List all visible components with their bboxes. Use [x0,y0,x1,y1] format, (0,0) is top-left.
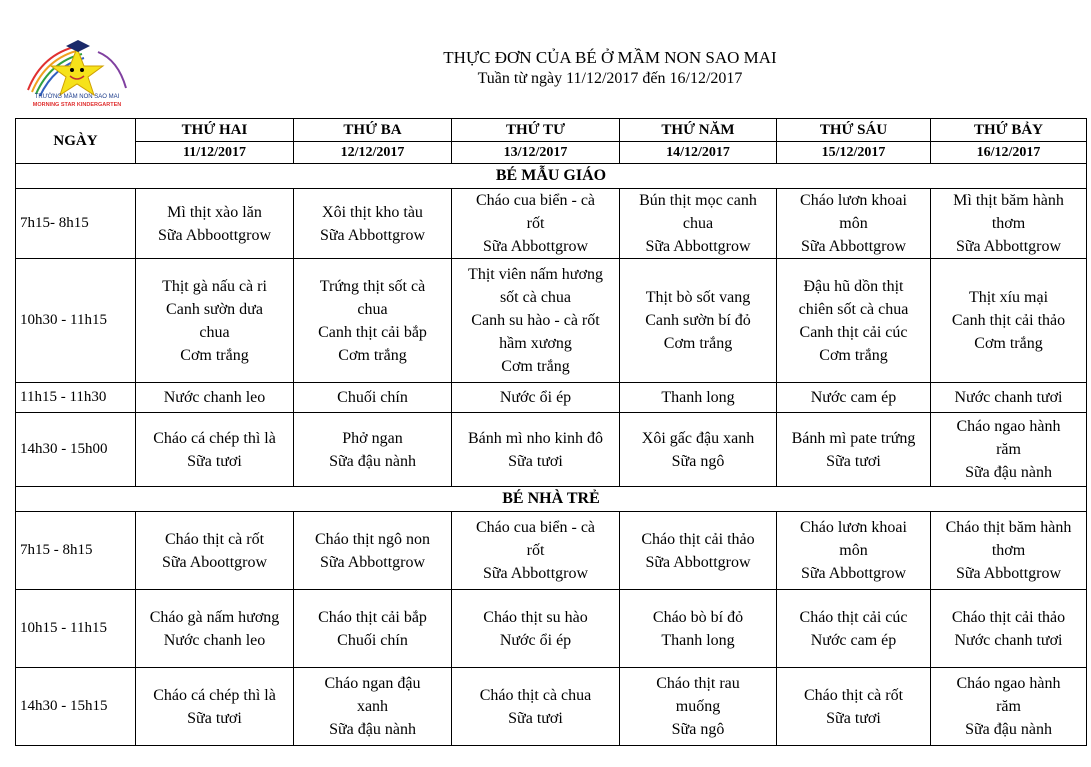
menu-cell [136,590,294,668]
menu-cell [777,383,931,413]
date-header: 11/12/2017 [136,142,294,164]
meal-time: 11h15 - 11h30 [16,383,136,413]
menu-item: Sữa đậu nành [329,721,416,738]
menu-item: Cháo thịt su hào [483,608,588,626]
menu-item: răm [996,698,1021,715]
menu-item: Cháo bò bí đỏ [652,608,744,626]
menu-cell [136,383,294,413]
menu-item: Mì thịt xào lăn [167,203,262,221]
menu-cell [452,668,620,746]
date-header: 13/12/2017 [452,142,620,164]
menu-item: Cháo ngao hành [956,418,1061,435]
menu-cell [931,383,1087,413]
menu-item: chiên sốt cà chua [798,300,909,318]
menu-item: môn [839,215,868,232]
menu-cell [136,189,294,259]
menu-item: Xôi gấc đậu xanh [641,429,755,447]
menu-item: Cháo gà nấm hương [149,608,280,626]
menu-item: Trứng thịt sốt cà [319,277,426,295]
menu-body [16,164,1087,746]
menu-cell [136,413,294,487]
menu-item: Canh thịt cải thảo [951,312,1066,329]
menu-item: rốt [526,542,545,559]
menu-cell [931,590,1087,668]
menu-item: Cơm trắng [180,346,249,364]
menu-item: Sữa Abbottgrow [800,565,907,582]
menu-item: Sữa Abbottgrow [319,226,426,244]
menu-cell [620,590,777,668]
menu-item: Cháo cá chép thì là [153,429,276,447]
menu-cell [452,590,620,668]
menu-cell [452,512,620,590]
page-subtitle: Tuần từ ngày 11/12/2017 đến 16/12/2017 [477,70,743,87]
menu-item: Phở ngan [342,429,403,447]
meal-row [16,259,1087,383]
menu-item: môn [839,542,868,559]
menu-item: Cơm trắng [338,346,407,364]
menu-item: Sữa Abbottgrow [482,565,589,582]
meal-row [16,413,1087,487]
menu-cell [931,259,1087,383]
day-header: THỨ SÁU [777,119,931,142]
day-header: THỨ NĂM [620,119,777,142]
day-header: THỨ BẢY [931,119,1087,142]
menu-item: Cháo thịt cà rốt [803,686,904,704]
menu-item: Cháo thịt cải thảo [641,530,755,548]
school-name-en: MORNING STAR KINDERGARTEN [32,102,122,108]
menu-item: Sữa ngô [671,452,725,470]
menu-item: Bánh mì nho kinh đô [467,429,604,447]
menu-item: Sữa tươi [826,452,881,470]
menu-item: xanh [356,698,389,715]
menu-cell [452,383,620,413]
menu-item: Sữa Aboottgrow [161,553,268,571]
menu-item: Sữa tươi [826,709,881,727]
menu-item: Nước chanh tươi [954,389,1063,406]
header [300,48,920,90]
menu-cell [294,590,452,668]
menu-item: thơm [991,215,1026,232]
menu-item: Sữa tươi [508,452,563,470]
menu-cell [136,668,294,746]
meal-row [16,512,1087,590]
menu-item: Sữa Abbottgrow [955,565,1062,582]
section-title: BÉ NHÀ TRẺ [16,487,1087,512]
menu-item: chua [682,215,714,232]
menu-cell [294,189,452,259]
menu-table [15,118,1087,746]
menu-item: rốt [526,215,545,232]
menu-cell [931,512,1087,590]
menu-item: Thịt viên nấm hương [468,266,603,283]
menu-item: Cháo thịt cải cúc [799,608,908,626]
menu-item: Cháo lươn khoai [800,192,907,209]
menu-item: sốt cà chua [499,289,572,306]
menu-item: Cháo cá chép thì là [153,686,276,704]
menu-item: Thanh long [661,631,735,649]
menu-item: Sữa tươi [187,709,242,727]
menu-item: Sữa tươi [508,709,563,727]
menu-item: Cháo thịt ngô non [314,530,431,548]
menu-cell [620,259,777,383]
menu-item: Cháo thịt băm hành [945,519,1072,536]
menu-item: Thịt bò sốt vang [645,289,751,306]
menu-item: Cháo ngao hành [956,675,1061,692]
menu-item: Cháo thịt rau [656,675,740,692]
day-header: THỨ HAI [136,119,294,142]
menu-item: Sữa đậu nành [965,721,1052,738]
menu-item: Nước chanh leo [163,389,266,406]
meal-time: 14h30 - 15h00 [16,413,136,487]
menu-cell [452,189,620,259]
ngay-header: NGÀY [16,119,136,164]
school-name: TRƯỜNG MẦM NON SAO MAI [34,94,120,100]
menu-cell [931,668,1087,746]
menu-item: Canh su hào - cà rốt [471,312,600,329]
meal-time: 10h30 - 11h15 [16,259,136,383]
menu-item: Sữa ngô [671,721,725,738]
menu-item: Canh sườn bí đỏ [645,312,751,329]
menu-cell [452,259,620,383]
menu-item: Nước chanh leo [163,631,266,649]
menu-item: chua [357,300,388,318]
menu-item: Cháo thịt cải thảo [951,608,1066,626]
menu-item: Mì thịt băm hành [953,192,1064,209]
menu-item: Cháo thịt cải bắp [318,608,427,626]
school-logo [22,36,132,112]
meal-time: 7h15 - 8h15 [16,512,136,590]
menu-item: thơm [991,542,1026,559]
menu-cell [777,189,931,259]
menu-item: Sữa Abbottgrow [800,238,907,255]
menu-item: Chuối chín [337,389,408,406]
menu-item: Sữa Abboottgrow [157,226,272,244]
menu-item: Cháo thịt cà rốt [164,530,265,548]
menu-item: chua [199,323,230,341]
day-header: THỨ TƯ [452,119,620,142]
menu-item: Sữa Abbottgrow [955,238,1062,255]
menu-item: Sữa Abbottgrow [319,553,426,571]
menu-item: Thịt xíu mại [968,289,1049,306]
menu-item: Cháo thịt cà chua [479,686,592,704]
menu-cell [620,668,777,746]
menu-cell [777,413,931,487]
menu-item: Cháo cua biển - cà [475,192,596,209]
menu-item: Sữa Abbottgrow [645,553,751,571]
menu-item: Cơm trắng [663,335,733,352]
meal-row [16,189,1087,259]
menu-item: Cơm trắng [819,346,888,364]
menu-cell [452,413,620,487]
menu-item: Thanh long [661,389,735,406]
menu-item: Cháo cua biển - cà [475,519,596,536]
menu-item: Canh thịt cải bắp [318,323,427,341]
menu-item: răm [996,441,1021,458]
day-header: THỨ BA [294,119,452,142]
menu-cell [777,668,931,746]
menu-item: Cơm trắng [974,335,1043,352]
meal-row [16,590,1087,668]
menu-cell [136,259,294,383]
menu-cell [620,189,777,259]
menu-cell [136,512,294,590]
section-title: BÉ MẪU GIÁO [16,164,1087,189]
date-header: 15/12/2017 [777,142,931,164]
menu-item: Cơm trắng [501,358,570,375]
menu-item: Bánh mì pate trứng [791,429,916,447]
menu-item: Đậu hũ dồn thịt [803,277,904,295]
menu-item: Thịt gà nấu cà ri [162,277,267,295]
menu-cell [294,668,452,746]
meal-time: 10h15 - 11h15 [16,590,136,668]
menu-item: Cháo ngan đậu [324,675,421,692]
menu-cell [294,512,452,590]
date-header: 16/12/2017 [931,142,1087,164]
menu-cell [620,413,777,487]
menu-item: Nước ổi ép [499,631,572,649]
menu-item: Nước chanh tươi [954,631,1063,649]
menu-item: Xôi thịt kho tàu [322,203,423,221]
menu-item: hầm xương [499,335,572,352]
meal-time: 14h30 - 15h15 [16,668,136,746]
meal-row [16,668,1087,746]
menu-cell [294,413,452,487]
date-header: 12/12/2017 [294,142,452,164]
meal-row [16,383,1087,413]
menu-cell [777,259,931,383]
menu-item: Bún thịt mọc canh [639,192,757,209]
menu-cell [931,189,1087,259]
star-mascot-icon [22,36,132,112]
menu-cell [620,383,777,413]
menu-item: muống [675,698,721,715]
meal-time: 7h15- 8h15 [16,189,136,259]
menu-item: Chuối chín [337,631,408,649]
menu-item: Canh thịt cải cúc [799,323,908,341]
menu-item: Sữa đậu nành [329,452,416,470]
page-title: THỰC ĐƠN CỦA BÉ Ở MẦM NON SAO MAI [443,48,777,67]
menu-item: Sữa Abbottgrow [645,238,751,255]
menu-item: Nước ổi ép [499,389,572,406]
menu-cell [777,512,931,590]
menu-item: Sữa tươi [187,452,242,470]
menu-cell [620,512,777,590]
menu-cell [931,413,1087,487]
date-header: 14/12/2017 [620,142,777,164]
menu-item: Nước cam ép [810,389,897,406]
menu-item: Sữa Abbottgrow [482,238,589,255]
menu-item: Canh sườn dưa [166,300,263,318]
menu-cell [294,383,452,413]
menu-item: Nước cam ép [810,631,897,649]
menu-cell [777,590,931,668]
menu-item: Sữa đậu nành [965,464,1052,481]
menu-cell [294,259,452,383]
menu-item: Cháo lươn khoai [800,519,907,536]
